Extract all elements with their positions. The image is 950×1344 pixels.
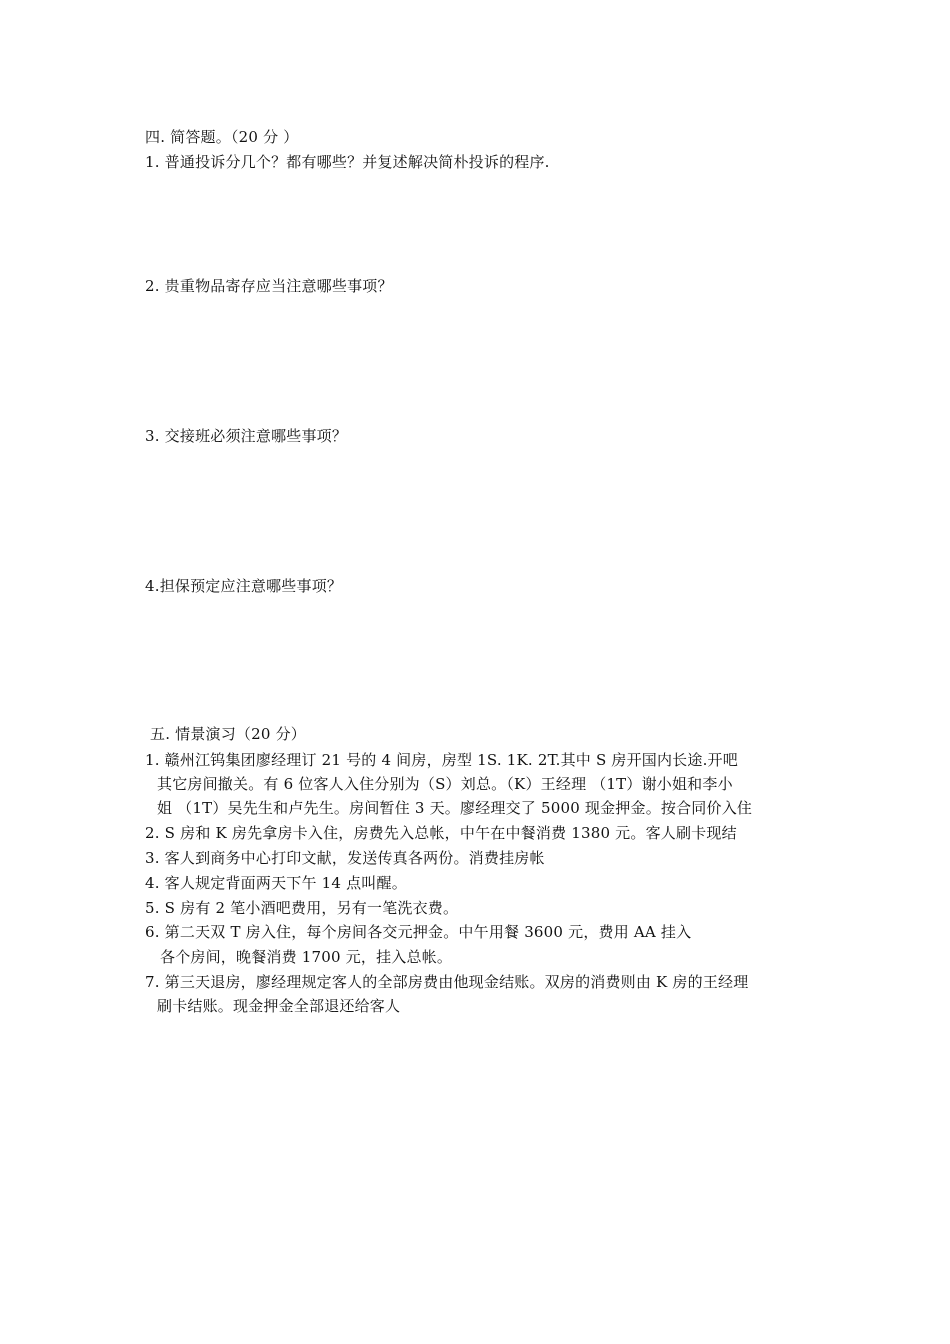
scenario-line: 4. 客人规定背面两天下午 14 点叫醒。 [145,874,407,892]
scenario-line: 3. 客人到商务中心打印文献，发送传真各两份。消费挂房帐 [145,849,545,867]
scenario-line: 刷卡结账。现金押金全部退还给客人 [157,997,401,1015]
question-1: 1. 普通投诉分几个？都有哪些？并复述解决简朴投诉的程序. [145,153,550,171]
scenario-line: 1. 赣州江钨集团廖经理订 21 号的 4 间房，房型 1S. 1K. 2T.其中 S 房开国内长途.开吧 [145,751,738,769]
scenario-line: 姐 （1T）吴先生和卢先生。房间暂住 3 天。廖经理交了 5000 现金押金。按合同价入住 [157,799,753,817]
question-2: 2. 贵重物品寄存应当注意哪些事项？ [145,277,393,295]
question-4: 4.担保预定应注意哪些事项？ [145,577,343,595]
scenario-line: 2. S 房和 K 房先拿房卡入住，房费先入总帐，中午在中餐消费 1380 元。客人刷卡现结 [145,824,737,842]
scenario-line: 5. S 房有 2 笔小酒吧费用，另有一笔洗衣费。 [145,899,459,917]
section-4-heading: 四. 简答题。（20 分 ） [145,128,299,146]
question-3: 3. 交接班必须注意哪些事项？ [145,427,348,445]
scenario-line: 其它房间撤关。有 6 位客人入住分别为（S）刘总。（K）王经理 （1T）谢小姐和李小 [157,775,733,793]
section-5-heading: 五. 情景演习（20 分） [150,725,306,743]
scenario-line: 7. 第三天退房，廖经理规定客人的全部房费由他现金结账。双房的消费则由 K 房的王经理 [145,973,749,991]
scenario-line: 各个房间，晚餐消费 1700 元，挂入总帐。 [160,948,453,966]
scenario-line: 6. 第二天双 T 房入住，每个房间各交元押金。中午用餐 3600 元，费用 AA 挂入 [145,923,692,941]
